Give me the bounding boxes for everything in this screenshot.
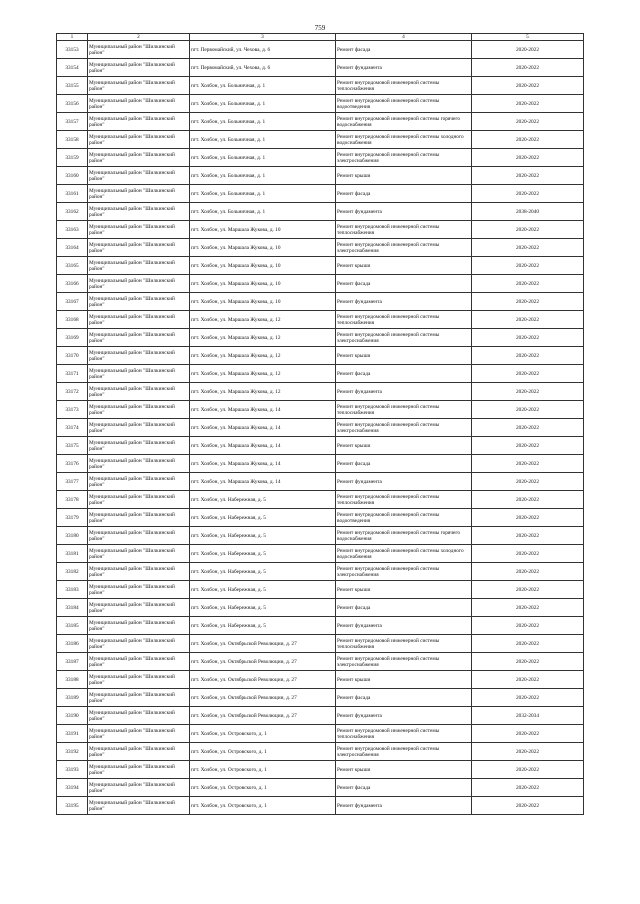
period-cell: 2020-2022 xyxy=(472,671,584,689)
work-type-cell: Ремонт фундамента xyxy=(336,293,472,311)
work-type-cell: Ремонт внутридомовой инженерной системы холодного водоснабжения xyxy=(336,545,472,563)
municipality-cell: Муниципальный район "Шилкинский район" xyxy=(88,509,190,527)
municipality-cell: Муниципальный район "Шилкинский район" xyxy=(88,113,190,131)
period-cell: 2020-2022 xyxy=(472,419,584,437)
table-row xyxy=(57,563,584,581)
address-cell: пгт. Холбон, ул. Набережная, д. 5 xyxy=(190,563,336,581)
municipality-cell: Муниципальный район "Шилкинский район" xyxy=(88,725,190,743)
period-cell: 2020-2022 xyxy=(472,383,584,401)
period-cell: 2020-2022 xyxy=(472,347,584,365)
table-body xyxy=(57,41,584,815)
address-cell: пгт. Холбон, ул. Маршала Жукова, д. 12 xyxy=(190,311,336,329)
period-cell: 2020-2022 xyxy=(472,221,584,239)
work-type-cell: Ремонт крыши xyxy=(336,347,472,365)
row-number-cell: 33190 xyxy=(57,707,88,725)
municipality-cell: Муниципальный район "Шилкинский район" xyxy=(88,797,190,815)
period-cell: 2020-2022 xyxy=(472,311,584,329)
address-cell: пгт. Холбон, ул. Октябрьской Революции, д. 27 xyxy=(190,671,336,689)
municipality-cell: Муниципальный район "Шилкинский район" xyxy=(88,527,190,545)
municipality-cell: Муниципальный район "Шилкинский район" xyxy=(88,329,190,347)
row-number-cell: 33162 xyxy=(57,203,88,221)
period-cell: 2020-2022 xyxy=(472,365,584,383)
municipality-cell: Муниципальный район "Шилкинский район" xyxy=(88,221,190,239)
table-row xyxy=(57,239,584,257)
municipality-cell: Муниципальный район "Шилкинский район" xyxy=(88,77,190,95)
address-cell: пгт. Холбон, ул. Набережная, д. 5 xyxy=(190,509,336,527)
row-number-cell: 33174 xyxy=(57,419,88,437)
address-cell: пгт. Холбон, ул. Больничная, д. 1 xyxy=(190,95,336,113)
work-type-cell: Ремонт фасада xyxy=(336,275,472,293)
address-cell: пгт. Холбон, ул. Маршала Жукова, д. 14 xyxy=(190,419,336,437)
row-number-cell: 33157 xyxy=(57,113,88,131)
address-cell: пгт. Холбон, ул. Больничная, д. 1 xyxy=(190,185,336,203)
address-cell: пгт. Холбон, ул. Маршала Жукова, д. 14 xyxy=(190,473,336,491)
work-type-cell: Ремонт внутридомовой инженерной системы теплоснабжения xyxy=(336,491,472,509)
address-cell: пгт. Холбон, ул. Островского, д. 1 xyxy=(190,779,336,797)
work-type-cell: Ремонт фундамента xyxy=(336,617,472,635)
table-row xyxy=(57,743,584,761)
municipality-cell: Муниципальный район "Шилкинский район" xyxy=(88,671,190,689)
municipality-cell: Муниципальный район "Шилкинский район" xyxy=(88,743,190,761)
municipality-cell: Муниципальный район "Шилкинский район" xyxy=(88,95,190,113)
row-number-cell: 33161 xyxy=(57,185,88,203)
table-row xyxy=(57,149,584,167)
table-row xyxy=(57,95,584,113)
address-cell: пгт. Холбон, ул. Маршала Жукова, д. 12 xyxy=(190,347,336,365)
table-row xyxy=(57,59,584,77)
municipality-cell: Муниципальный район "Шилкинский район" xyxy=(88,401,190,419)
row-number-cell: 33192 xyxy=(57,743,88,761)
work-type-cell: Ремонт крыши xyxy=(336,437,472,455)
row-number-cell: 33175 xyxy=(57,437,88,455)
address-cell: пгт. Холбон, ул. Больничная, д. 1 xyxy=(190,149,336,167)
work-type-cell: Ремонт фасада xyxy=(336,689,472,707)
work-type-cell: Ремонт крыши xyxy=(336,761,472,779)
work-type-cell: Ремонт фундамента xyxy=(336,473,472,491)
work-type-cell: Ремонт внутридомовой инженерной системы электроснабжения xyxy=(336,563,472,581)
period-cell: 2020-2022 xyxy=(472,401,584,419)
table-row xyxy=(57,617,584,635)
page-number: 759 xyxy=(314,24,326,32)
municipality-cell: Муниципальный район "Шилкинский район" xyxy=(88,149,190,167)
table-row xyxy=(57,221,584,239)
table-row xyxy=(57,167,584,185)
municipality-cell: Муниципальный район "Шилкинский район" xyxy=(88,293,190,311)
table-row xyxy=(57,671,584,689)
row-number-cell: 33158 xyxy=(57,131,88,149)
municipality-cell: Муниципальный район "Шилкинский район" xyxy=(88,41,190,59)
table-row xyxy=(57,113,584,131)
address-cell: пгт. Холбон, ул. Набережная, д. 5 xyxy=(190,527,336,545)
period-cell: 2020-2022 xyxy=(472,41,584,59)
row-number-cell: 33181 xyxy=(57,545,88,563)
work-type-cell: Ремонт внутридомовой инженерной системы теплоснабжения xyxy=(336,401,472,419)
row-number-cell: 33184 xyxy=(57,599,88,617)
table-row xyxy=(57,257,584,275)
row-number-cell: 33179 xyxy=(57,509,88,527)
row-number-cell: 33165 xyxy=(57,257,88,275)
table-row xyxy=(57,455,584,473)
period-cell: 2020-2022 xyxy=(472,653,584,671)
municipality-cell: Муниципальный район "Шилкинский район" xyxy=(88,581,190,599)
address-cell: пгт. Холбон, ул. Набережная, д. 5 xyxy=(190,617,336,635)
row-number-cell: 33185 xyxy=(57,617,88,635)
address-cell: пгт. Холбон, ул. Островского, д. 1 xyxy=(190,797,336,815)
address-cell: пгт. Холбон, ул. Октябрьской Революции, д. 27 xyxy=(190,653,336,671)
municipality-cell: Муниципальный район "Шилкинский район" xyxy=(88,599,190,617)
period-cell: 2020-2022 xyxy=(472,131,584,149)
row-number-cell: 33172 xyxy=(57,383,88,401)
period-cell: 2020-2022 xyxy=(472,95,584,113)
row-number-cell: 33164 xyxy=(57,239,88,257)
work-type-cell: Ремонт внутридомовой инженерной системы электроснабжения xyxy=(336,653,472,671)
table-row xyxy=(57,599,584,617)
period-cell: 2038-2040 xyxy=(472,203,584,221)
address-cell: пгт. Холбон, ул. Набережная, д. 5 xyxy=(190,599,336,617)
municipality-cell: Муниципальный район "Шилкинский район" xyxy=(88,59,190,77)
address-cell: пгт. Первомайский, ул. Чехова, д. 6 xyxy=(190,41,336,59)
municipality-cell: Муниципальный район "Шилкинский район" xyxy=(88,167,190,185)
table-row xyxy=(57,311,584,329)
table-row xyxy=(57,509,584,527)
work-type-cell: Ремонт фундамента xyxy=(336,797,472,815)
row-number-cell: 33194 xyxy=(57,779,88,797)
work-type-cell: Ремонт внутридомовой инженерной системы электроснабжения xyxy=(336,149,472,167)
work-type-cell: Ремонт внутридомовой инженерной системы водоотведения xyxy=(336,95,472,113)
municipality-cell: Муниципальный район "Шилкинский район" xyxy=(88,545,190,563)
address-cell: пгт. Холбон, ул. Маршала Жукова, д. 10 xyxy=(190,221,336,239)
column-header: 4 xyxy=(336,34,472,41)
table-row xyxy=(57,779,584,797)
table-row xyxy=(57,131,584,149)
work-type-cell: Ремонт фундамента xyxy=(336,383,472,401)
period-cell: 2020-2022 xyxy=(472,509,584,527)
period-cell: 2020-2022 xyxy=(472,167,584,185)
work-type-cell: Ремонт внутридомовой инженерной системы теплоснабжения xyxy=(336,77,472,95)
table-row xyxy=(57,41,584,59)
period-cell: 2020-2022 xyxy=(472,293,584,311)
period-cell: 2020-2022 xyxy=(472,257,584,275)
row-number-cell: 33176 xyxy=(57,455,88,473)
municipality-cell: Муниципальный район "Шилкинский район" xyxy=(88,365,190,383)
period-cell: 2020-2022 xyxy=(472,77,584,95)
work-type-cell: Ремонт крыши xyxy=(336,167,472,185)
period-cell: 2020-2022 xyxy=(472,779,584,797)
row-number-cell: 33182 xyxy=(57,563,88,581)
work-type-cell: Ремонт фасада xyxy=(336,779,472,797)
municipality-cell: Муниципальный район "Шилкинский район" xyxy=(88,419,190,437)
municipality-cell: Муниципальный район "Шилкинский район" xyxy=(88,491,190,509)
municipality-cell: Муниципальный район "Шилкинский район" xyxy=(88,437,190,455)
address-cell: пгт. Холбон, ул. Больничная, д. 1 xyxy=(190,113,336,131)
column-header: 2 xyxy=(88,34,190,41)
municipality-cell: Муниципальный район "Шилкинский район" xyxy=(88,185,190,203)
address-cell: пгт. Холбон, ул. Островского, д. 1 xyxy=(190,761,336,779)
period-cell: 2020-2022 xyxy=(472,185,584,203)
work-type-cell: Ремонт внутридомовой инженерной системы горячего водоснабжения xyxy=(336,527,472,545)
row-number-cell: 33173 xyxy=(57,401,88,419)
work-type-cell: Ремонт внутридомовой инженерной системы электроснабжения xyxy=(336,329,472,347)
municipality-cell: Муниципальный район "Шилкинский район" xyxy=(88,347,190,365)
address-cell: пгт. Холбон, ул. Маршала Жукова, д. 14 xyxy=(190,401,336,419)
row-number-cell: 33169 xyxy=(57,329,88,347)
row-number-cell: 33156 xyxy=(57,95,88,113)
table-row xyxy=(57,203,584,221)
address-cell: пгт. Холбон, ул. Маршала Жукова, д. 10 xyxy=(190,257,336,275)
municipality-cell: Муниципальный район "Шилкинский район" xyxy=(88,455,190,473)
address-cell: пгт. Холбон, ул. Островского, д. 1 xyxy=(190,725,336,743)
municipality-cell: Муниципальный район "Шилкинский район" xyxy=(88,635,190,653)
period-cell: 2020-2022 xyxy=(472,689,584,707)
municipality-cell: Муниципальный район "Шилкинский район" xyxy=(88,761,190,779)
row-number-cell: 33186 xyxy=(57,635,88,653)
work-type-cell: Ремонт внутридомовой инженерной системы холодного водоснабжения xyxy=(336,131,472,149)
municipality-cell: Муниципальный район "Шилкинский район" xyxy=(88,257,190,275)
row-number-cell: 33195 xyxy=(57,797,88,815)
period-cell: 2020-2022 xyxy=(472,797,584,815)
work-type-cell: Ремонт фасада xyxy=(336,185,472,203)
row-number-cell: 33177 xyxy=(57,473,88,491)
period-cell: 2020-2022 xyxy=(472,743,584,761)
address-cell: пгт. Холбон, ул. Островского, д. 1 xyxy=(190,743,336,761)
table-row xyxy=(57,797,584,815)
work-type-cell: Ремонт внутридомовой инженерной системы теплоснабжения xyxy=(336,635,472,653)
table-row xyxy=(57,185,584,203)
work-type-cell: Ремонт фасада xyxy=(336,365,472,383)
work-type-cell: Ремонт крыши xyxy=(336,257,472,275)
work-type-cell: Ремонт фундамента xyxy=(336,59,472,77)
row-number-cell: 33178 xyxy=(57,491,88,509)
address-cell: пгт. Холбон, ул. Набережная, д. 5 xyxy=(190,581,336,599)
period-cell: 2020-2022 xyxy=(472,527,584,545)
work-type-cell: Ремонт внутридомовой инженерной системы электроснабжения xyxy=(336,743,472,761)
row-number-cell: 33170 xyxy=(57,347,88,365)
municipality-cell: Муниципальный район "Шилкинский район" xyxy=(88,311,190,329)
address-cell: пгт. Холбон, ул. Больничная, д. 1 xyxy=(190,203,336,221)
period-cell: 2020-2022 xyxy=(472,761,584,779)
municipality-cell: Муниципальный район "Шилкинский район" xyxy=(88,383,190,401)
row-number-cell: 33155 xyxy=(57,77,88,95)
work-type-cell: Ремонт фасада xyxy=(336,455,472,473)
table-row xyxy=(57,437,584,455)
work-type-cell: Ремонт внутридомовой инженерной системы водоотведения xyxy=(336,509,472,527)
work-type-cell: Ремонт фундамента xyxy=(336,707,472,725)
period-cell: 2020-2022 xyxy=(472,275,584,293)
address-cell: пгт. Холбон, ул. Маршала Жукова, д. 10 xyxy=(190,293,336,311)
table-row xyxy=(57,491,584,509)
municipality-cell: Муниципальный район "Шилкинский район" xyxy=(88,707,190,725)
work-type-cell: Ремонт фасада xyxy=(336,41,472,59)
municipality-cell: Муниципальный район "Шилкинский район" xyxy=(88,779,190,797)
address-cell: пгт. Холбон, ул. Маршала Жукова, д. 12 xyxy=(190,329,336,347)
period-cell: 2020-2022 xyxy=(472,113,584,131)
table-row xyxy=(57,419,584,437)
column-number-row xyxy=(57,34,584,41)
table-row xyxy=(57,329,584,347)
address-cell: пгт. Холбон, ул. Маршала Жукова, д. 14 xyxy=(190,437,336,455)
period-cell: 2020-2022 xyxy=(472,59,584,77)
work-type-cell: Ремонт внутридомовой инженерной системы электроснабжения xyxy=(336,419,472,437)
table-row xyxy=(57,77,584,95)
table-row xyxy=(57,581,584,599)
row-number-cell: 33168 xyxy=(57,311,88,329)
work-type-cell: Ремонт крыши xyxy=(336,581,472,599)
address-cell: пгт. Холбон, ул. Октябрьской Революции, д. 27 xyxy=(190,635,336,653)
address-cell: пгт. Холбон, ул. Октябрьской Революции, д. 27 xyxy=(190,689,336,707)
table-row xyxy=(57,347,584,365)
period-cell: 2020-2022 xyxy=(472,329,584,347)
row-number-cell: 33188 xyxy=(57,671,88,689)
row-number-cell: 33159 xyxy=(57,149,88,167)
period-cell: 2020-2022 xyxy=(472,581,584,599)
column-header: 1 xyxy=(57,34,88,41)
period-cell: 2020-2022 xyxy=(472,491,584,509)
row-number-cell: 33193 xyxy=(57,761,88,779)
column-header: 5 xyxy=(472,34,584,41)
address-cell: пгт. Холбон, ул. Больничная, д. 1 xyxy=(190,131,336,149)
address-cell: пгт. Холбон, ул. Маршала Жукова, д. 10 xyxy=(190,239,336,257)
period-cell: 2020-2022 xyxy=(472,617,584,635)
work-type-cell: Ремонт внутридомовой инженерной системы теплоснабжения xyxy=(336,311,472,329)
table-row xyxy=(57,527,584,545)
period-cell: 2020-2022 xyxy=(472,149,584,167)
table-row xyxy=(57,545,584,563)
row-number-cell: 33187 xyxy=(57,653,88,671)
address-cell: пгт. Холбон, ул. Больничная, д. 1 xyxy=(190,77,336,95)
municipality-cell: Муниципальный район "Шилкинский район" xyxy=(88,653,190,671)
period-cell: 2032-2034 xyxy=(472,707,584,725)
row-number-cell: 33163 xyxy=(57,221,88,239)
row-number-cell: 33189 xyxy=(57,689,88,707)
row-number-cell: 33154 xyxy=(57,59,88,77)
table-row xyxy=(57,275,584,293)
table-row xyxy=(57,725,584,743)
table-row xyxy=(57,761,584,779)
address-cell: пгт. Холбон, ул. Набережная, д. 5 xyxy=(190,545,336,563)
row-number-cell: 33171 xyxy=(57,365,88,383)
table-row xyxy=(57,689,584,707)
address-cell: пгт. Холбон, ул. Маршала Жукова, д. 14 xyxy=(190,455,336,473)
period-cell: 2020-2022 xyxy=(472,455,584,473)
period-cell: 2020-2022 xyxy=(472,239,584,257)
period-cell: 2020-2022 xyxy=(472,599,584,617)
address-cell: пгт. Холбон, ул. Маршала Жукова, д. 12 xyxy=(190,365,336,383)
work-type-cell: Ремонт внутридомовой инженерной системы горячего водоснабжения xyxy=(336,113,472,131)
table-row xyxy=(57,401,584,419)
row-number-cell: 33160 xyxy=(57,167,88,185)
column-header: 3 xyxy=(190,34,336,41)
municipality-cell: Муниципальный район "Шилкинский район" xyxy=(88,473,190,491)
row-number-cell: 33180 xyxy=(57,527,88,545)
address-cell: пгт. Холбон, ул. Больничная, д. 1 xyxy=(190,167,336,185)
row-number-cell: 33166 xyxy=(57,275,88,293)
municipality-cell: Муниципальный район "Шилкинский район" xyxy=(88,275,190,293)
period-cell: 2020-2022 xyxy=(472,563,584,581)
municipality-cell: Муниципальный район "Шилкинский район" xyxy=(88,239,190,257)
period-cell: 2020-2022 xyxy=(472,635,584,653)
work-type-cell: Ремонт внутридомовой инженерной системы теплоснабжения xyxy=(336,725,472,743)
row-number-cell: 33167 xyxy=(57,293,88,311)
work-type-cell: Ремонт фасада xyxy=(336,599,472,617)
table-row xyxy=(57,653,584,671)
table-row xyxy=(57,635,584,653)
table-row xyxy=(57,383,584,401)
municipality-cell: Муниципальный район "Шилкинский район" xyxy=(88,689,190,707)
municipality-cell: Муниципальный район "Шилкинский район" xyxy=(88,617,190,635)
table-row xyxy=(57,707,584,725)
municipality-cell: Муниципальный район "Шилкинский район" xyxy=(88,563,190,581)
work-type-cell: Ремонт внутридомовой инженерной системы электроснабжения xyxy=(336,239,472,257)
address-cell: пгт. Холбон, ул. Маршала Жукова, д. 10 xyxy=(190,275,336,293)
address-cell: пгт. Холбон, ул. Маршала Жукова, д. 12 xyxy=(190,383,336,401)
period-cell: 2020-2022 xyxy=(472,725,584,743)
period-cell: 2020-2022 xyxy=(472,545,584,563)
repair-schedule-table xyxy=(56,33,584,815)
address-cell: пгт. Первомайский, ул. Чехова, д. 6 xyxy=(190,59,336,77)
address-cell: пгт. Холбон, ул. Набережная, д. 5 xyxy=(190,491,336,509)
table-row xyxy=(57,473,584,491)
row-number-cell: 33153 xyxy=(57,41,88,59)
municipality-cell: Муниципальный район "Шилкинский район" xyxy=(88,131,190,149)
row-number-cell: 33183 xyxy=(57,581,88,599)
period-cell: 2020-2022 xyxy=(472,437,584,455)
municipality-cell: Муниципальный район "Шилкинский район" xyxy=(88,203,190,221)
work-type-cell: Ремонт крыши xyxy=(336,671,472,689)
work-type-cell: Ремонт фундамента xyxy=(336,203,472,221)
row-number-cell: 33191 xyxy=(57,725,88,743)
address-cell: пгт. Холбон, ул. Октябрьской Революции, д. 27 xyxy=(190,707,336,725)
work-type-cell: Ремонт внутридомовой инженерной системы теплоснабжения xyxy=(336,221,472,239)
table-row xyxy=(57,365,584,383)
table-row xyxy=(57,293,584,311)
period-cell: 2020-2022 xyxy=(472,473,584,491)
